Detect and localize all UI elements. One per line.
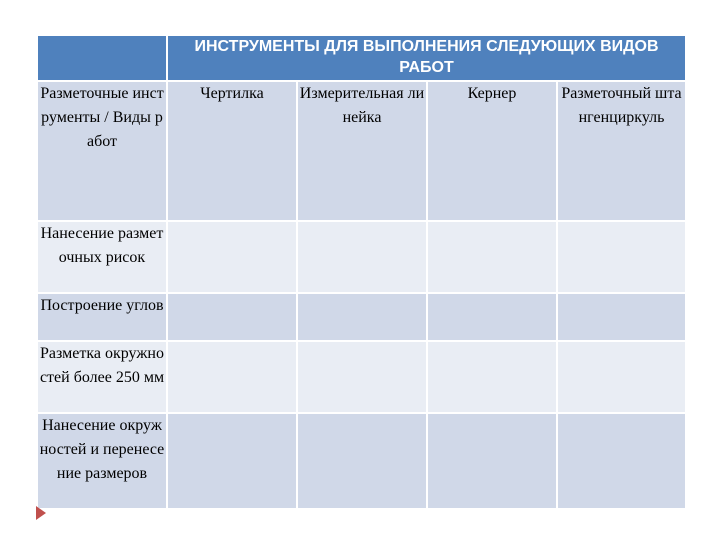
tool-cell-ruler bbox=[297, 81, 427, 221]
table-cell bbox=[297, 341, 427, 413]
table-cell bbox=[167, 341, 297, 413]
row-label: Нанесение окружностей и перенесение размеров bbox=[39, 417, 165, 482]
corner-label-cell bbox=[37, 81, 167, 221]
table-row bbox=[37, 221, 686, 293]
table-cell bbox=[427, 413, 557, 509]
row-label-cell bbox=[37, 341, 167, 413]
table-cell bbox=[557, 413, 686, 509]
table-cell bbox=[427, 293, 557, 341]
row-label-cell bbox=[37, 413, 167, 509]
table-row bbox=[37, 293, 686, 341]
table-cell bbox=[427, 221, 557, 293]
row-label: Построение углов bbox=[40, 297, 164, 314]
row-label-cell bbox=[37, 293, 167, 341]
table-cell bbox=[557, 221, 686, 293]
table-cell bbox=[297, 221, 427, 293]
table-cell bbox=[297, 293, 427, 341]
table-cell bbox=[167, 221, 297, 293]
tool-label-caliper: Разметочный штангенциркуль bbox=[561, 85, 682, 126]
triangle-right-icon[interactable] bbox=[36, 506, 46, 520]
table-cell bbox=[167, 413, 297, 509]
table-cell bbox=[167, 293, 297, 341]
table-cell bbox=[557, 293, 686, 341]
tools-table bbox=[36, 34, 687, 510]
tool-label-scriber: Чертилка bbox=[200, 85, 264, 102]
tool-label-center-punch: Кернер bbox=[467, 85, 517, 102]
corner-label: Разметочные инструменты / Виды работ bbox=[40, 85, 164, 150]
tool-cell-center-punch bbox=[427, 81, 557, 221]
tool-cell-caliper bbox=[557, 81, 686, 221]
table-cell bbox=[557, 341, 686, 413]
table-row bbox=[37, 341, 686, 413]
tool-label-ruler: Измерительная линейка bbox=[299, 85, 425, 126]
row-label: Нанесение разметочных рисок bbox=[40, 225, 164, 266]
table-cell bbox=[427, 341, 557, 413]
table-title: ИНСТРУМЕНТЫ ДЛЯ ВЫПОЛНЕНИЯ СЛЕДУЮЩИХ ВИДОВ РАБОТ bbox=[167, 35, 686, 81]
row-label-cell bbox=[37, 221, 167, 293]
tool-cell-scriber bbox=[167, 81, 297, 221]
table-row bbox=[37, 413, 686, 509]
table-cell bbox=[297, 413, 427, 509]
row-label: Разметка окружностей более 250 мм bbox=[39, 345, 165, 386]
table-header-row bbox=[37, 35, 686, 81]
tools-row bbox=[37, 81, 686, 221]
empty-corner-header bbox=[37, 35, 167, 81]
